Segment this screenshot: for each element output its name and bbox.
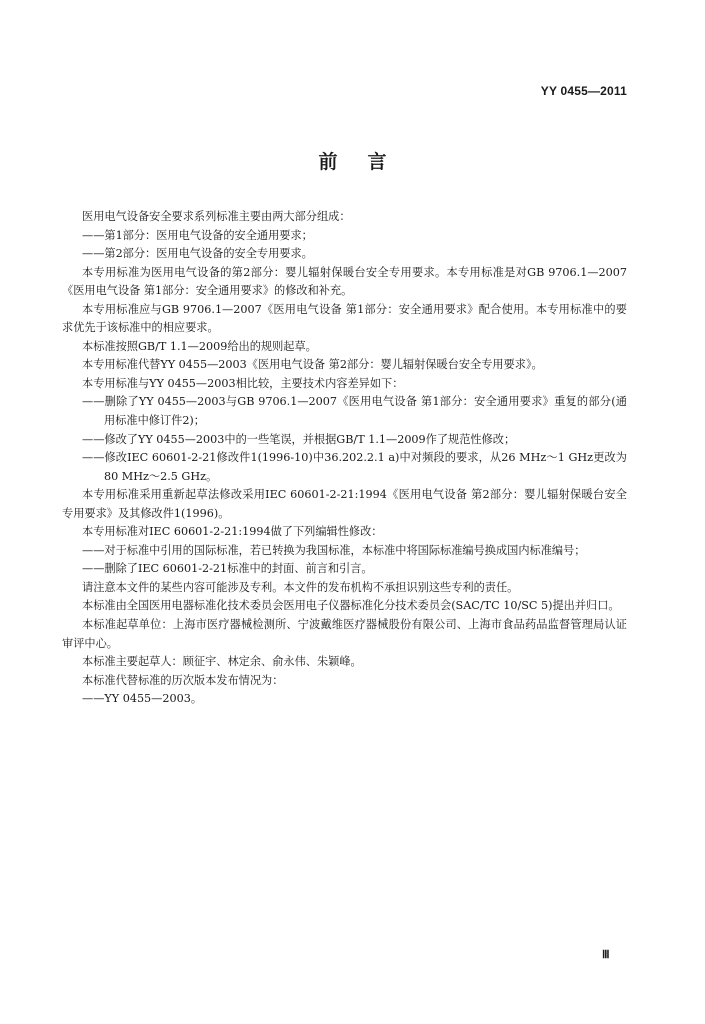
paragraph: 本专用标准代替YY 0455—2003《医用电气设备 第2部分：婴儿辐射保暖台安全专用要求》。	[82, 358, 543, 372]
list-item: ——YY 0455—2003。	[82, 692, 203, 706]
paragraph: 本标准主要起草人：顾征宇、林定余、俞永伟、朱颖峰。	[82, 655, 362, 669]
foreword-body	[62, 208, 627, 709]
standard-number: YY 0455—2011	[540, 84, 627, 98]
paragraph: 本专用标准对IEC 60601-2-21:1994做了下列编辑性修改：	[82, 525, 383, 539]
list-item: ——修改IEC 60601-2-21修改件1(1996-10)中36.202.2.1 a)中对频段的要求，从26 MHz～1 GHz更改为80 MHz～2.5 GHz。	[82, 451, 627, 483]
paragraph: 本专用标准采用重新起草法修改采用IEC 60601-2-21:1994《医用电气设备 第2部分：婴儿辐射保暖台安全专用要求》及其修改件1(1996)。	[62, 488, 627, 520]
list-item: ——删除了IEC 60601-2-21标准中的封面、前言和引言。	[82, 562, 373, 576]
page-title: 前言	[318, 151, 417, 173]
list-item: ——对于标准中引用的国际标准，若已转换为我国标准，本标准中将国际标准编号换成国内标准编号；	[82, 543, 586, 557]
list-item: ——修改了YY 0455—2003中的一些笔误，并根据GB/T 1.1—2009作了规范性修改；	[82, 432, 516, 446]
paragraph: 本专用标准应与GB 9706.1—2007《医用电气设备 第1部分：安全通用要求》配合使用。本专用标准中的要求优先于该标准中的相应要求。	[62, 302, 627, 335]
list-item: ——第2部分：医用电气设备的安全专用要求。	[82, 247, 313, 261]
paragraph: 医用电气设备安全要求系列标准主要由两大部分组成：	[82, 210, 351, 223]
paragraph: 请注意本文件的某些内容可能涉及专利。本文件的发布机构不承担识别这些专利的责任。	[82, 580, 519, 594]
paragraph: 本标准起草单位：上海市医疗器械检测所、宁波戴维医疗器械股份有限公司、上海市食品药品监督管理局认证审评中心。	[62, 618, 627, 650]
paragraph: 本标准由全国医用电器标准化技术委员会医用电子仪器标准化分技术委员会(SAC/TC 10/SC 5)提出并归口。	[82, 599, 620, 613]
list-item: ——第1部分：医用电气设备的安全通用要求；	[82, 228, 313, 242]
paragraph: 本标准代替标准的历次版本发布情况为：	[82, 673, 284, 687]
paragraph: 本专用标准与YY 0455—2003相比较，主要技术内容差异如下：	[82, 376, 404, 390]
page-number: Ⅲ	[602, 949, 610, 961]
paragraph: 本专用标准为医用电气设备的第2部分：婴儿辐射保暖台安全专用要求。本专用标准是对GB 9706.1—2007《医用电气设备 第1部分：安全通用要求》的修改和补充。	[62, 265, 627, 298]
list-item: ——删除了YY 0455—2003与GB 9706.1—2007《医用电气设备 第1部分：安全通用要求》重复的部分(通用标准中修订件2)；	[82, 395, 627, 428]
paragraph: 本标准按照GB/T 1.1—2009给出的规则起草。	[82, 339, 317, 353]
